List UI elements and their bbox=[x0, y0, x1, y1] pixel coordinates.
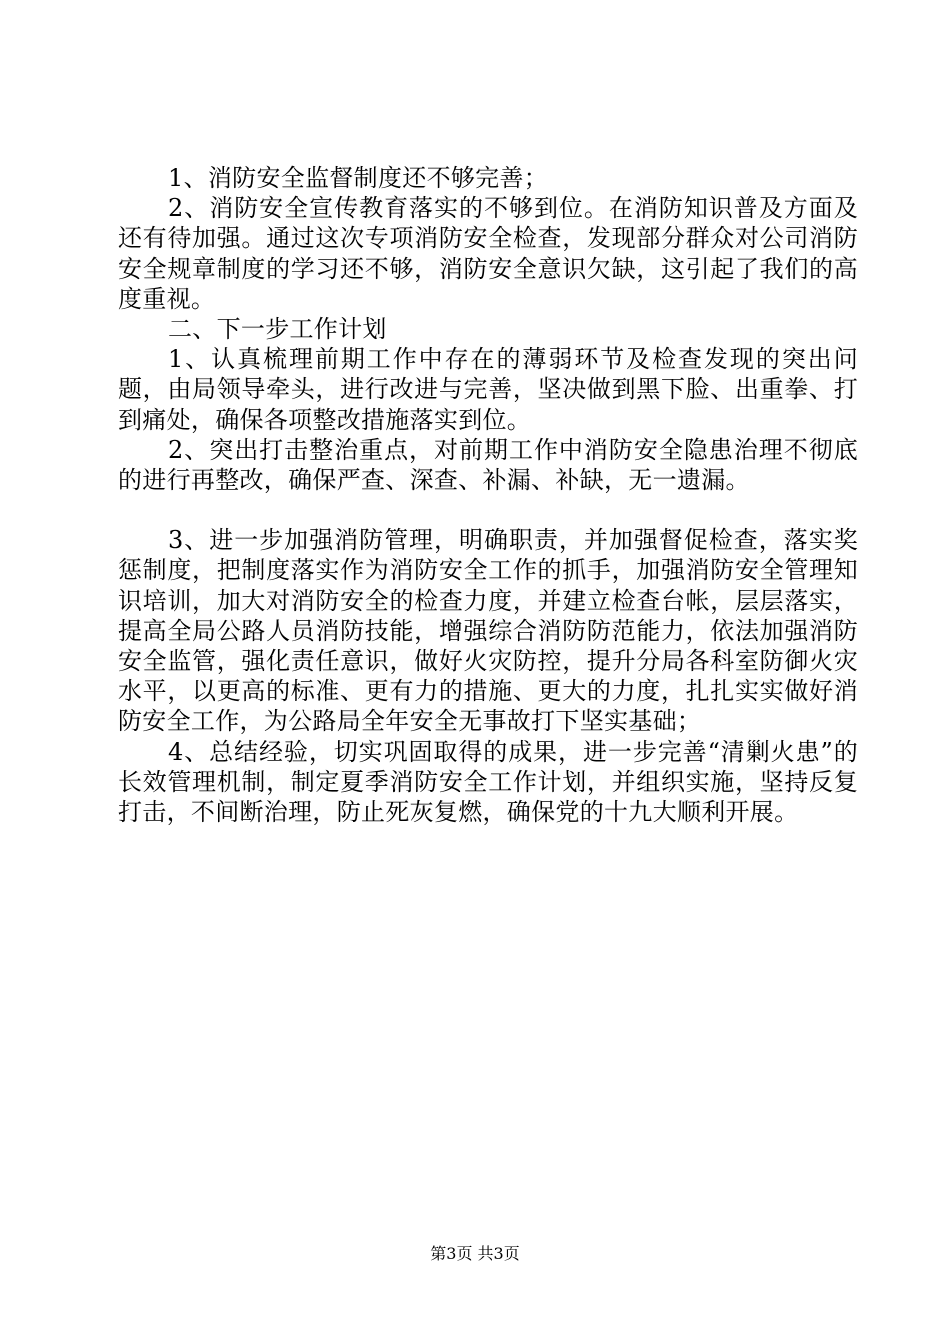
paragraph-plan-2: 2、突出打击整治重点，对前期工作中消防安全隐患治理不彻底的进行再整改，确保严查、深查、补漏、补缺，无一遗漏。 bbox=[118, 435, 858, 495]
paragraph-plan-4: 4、总结经验，切实巩固取得的成果，进一步完善“清剿火患”的长效管理机制，制定夏季消防安全工作计划，并组织实施，坚持反复打击，不间断治理，防止死灰复燃，确保党的十九大顺利开展。 bbox=[118, 737, 858, 827]
page-footer: 第3页 共3页 bbox=[430, 1244, 520, 1263]
section-heading-next-steps: 二、下一步工作计划 bbox=[168, 315, 387, 344]
paragraph-plan-1: 1、认真梳理前期工作中存在的薄弱环节及检查发现的突出问题，由局领导牵头，进行改进与完善，坚决做到黑下脸、出重拳、打到痛处，确保各项整改措施落实到位。 bbox=[118, 345, 858, 434]
document-body bbox=[118, 163, 858, 827]
paragraph-fire-education: 2、消防安全宣传教育落实的不够到位。在消防知识普及方面及还有待加强。通过这次专项消防安全检查，发现部分群众对公司消防安全规章制度的学习还不够，消防安全意识欠缺，这引起了我们的高度重视。 bbox=[118, 194, 858, 313]
paragraph-fire-supervision-system: 1、消防安全监督制度还不够完善； bbox=[168, 164, 549, 192]
paragraph-plan-3: 3、进一步加强消防管理，明确职责，并加强督促检查，落实奖惩制度，把制度落实作为消防安全工作的抓手，加强消防安全管理知识培训，加大对消防安全的检查力度，并建立检查台帐，层层落实，提高全局公路人员消防技能，增强综合消防防范能力，依法加强消防安全监管，强化责任意识，做好火灾防控，提升分局各科室防御火灾水平，以更高的标准、更有力的措施、更大的力度，扎扎实实做好消防安全工作，为公路局全年安全无事故打下坚实基础； bbox=[118, 526, 858, 736]
